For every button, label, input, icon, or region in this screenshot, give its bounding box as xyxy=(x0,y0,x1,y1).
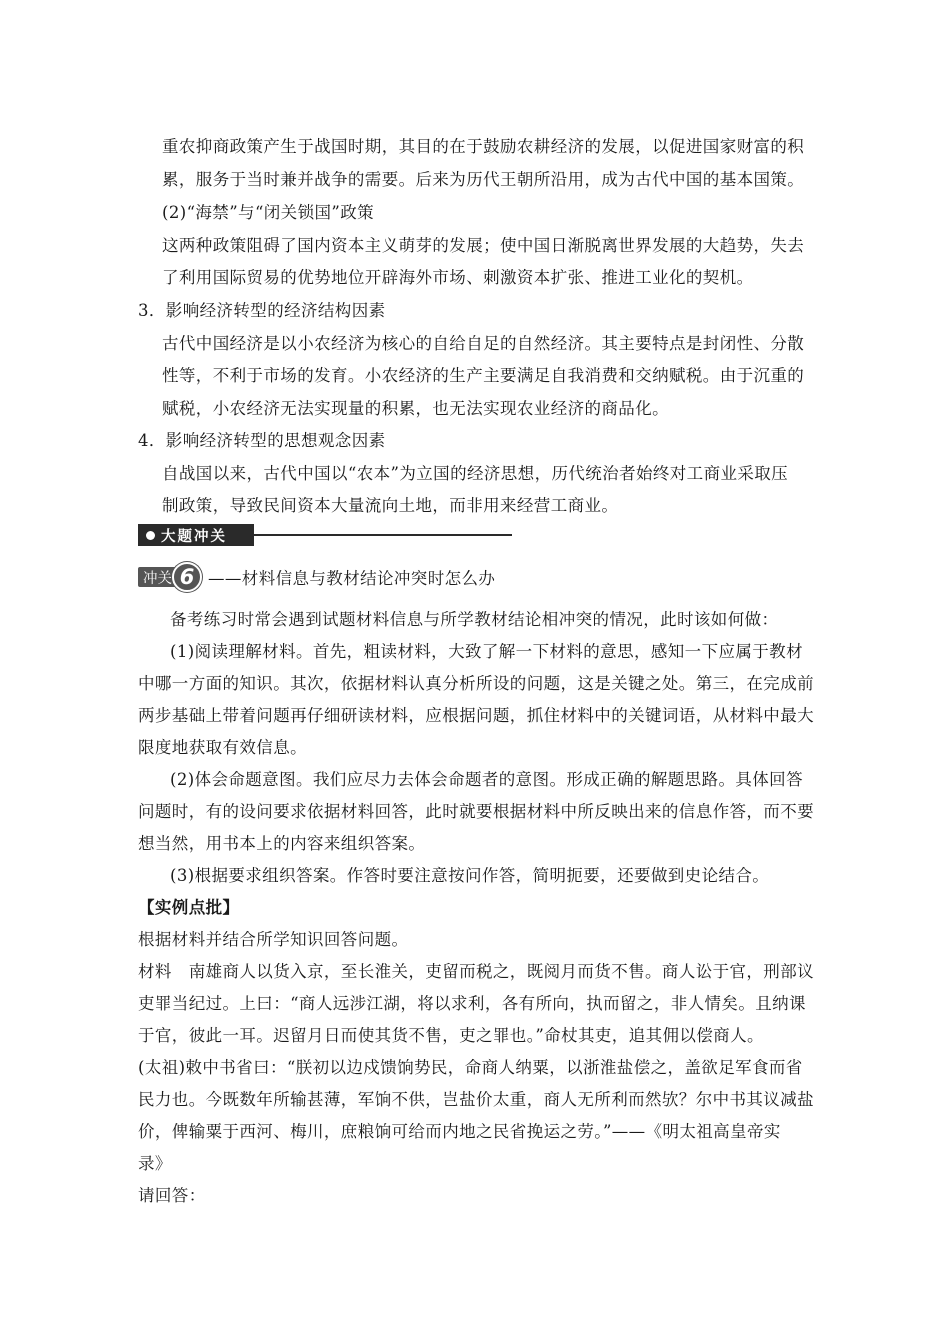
paragraph-line: 限度地获取有效信息。 xyxy=(138,738,307,757)
paragraph-line: 性等，不利于市场的发育。小农经济的生产主要满足自我消费和交纳赋税。由于沉重的 xyxy=(162,366,805,385)
paragraph-line: 累，服务于当时兼并战争的需要。后来为历代王朝所沿用，成为古代中国的基本国策。 xyxy=(162,170,805,189)
paragraph-line: 重农抑商政策产生于战国时期，其目的在于鼓励农耕经济的发展，以促进国家财富的积 xyxy=(162,137,805,156)
paragraph-line: 中哪一方面的知识。其次，依据材料认真分析所设的问题，这是关键之处。第三，在完成前 xyxy=(138,674,814,693)
paragraph-line: 这两种政策阻碍了国内资本主义萌芽的发展；使中国日渐脱离世界发展的大趋势，失去 xyxy=(162,236,805,255)
bullet-icon xyxy=(146,531,155,540)
section-subheading: (2)“海禁”与“闭关锁国”政策 xyxy=(162,203,375,222)
banner-rule xyxy=(254,534,512,536)
tag-subtitle: ——材料信息与教材结论冲突时怎么办 xyxy=(208,569,496,588)
paragraph-line: (2)体会命题意图。我们应尽力去体会命题者的意图。形成正确的解题思路。具体回答 xyxy=(170,770,803,789)
paragraph-line: 民力也。今既数年所输甚薄，军饷不供，岂盐价太重，商人无所利而然欤？尔中书其议减盐 xyxy=(138,1090,814,1109)
paragraph-line: 备考练习时常会遇到试题材料信息与所学教材结论相冲突的情况，此时该如何做： xyxy=(170,610,779,629)
paragraph-line: 吏罪当纪过。上曰：“商人远涉江湖，将以求利，各有所向，执而留之，非人情矣。且纳课 xyxy=(138,994,806,1013)
paragraph-line: 了利用国际贸易的优势地位开辟海外市场、刺激资本扩张、推进工业化的契机。 xyxy=(162,268,754,287)
banner-label: 大题冲关 xyxy=(161,528,227,545)
section-heading: 3．影响经济转型的经济结构因素 xyxy=(138,301,386,320)
paragraph-line: 根据材料并结合所学知识回答问题。 xyxy=(138,930,409,949)
tag-number-badge: 6 xyxy=(172,562,202,592)
question-prompt: 请回答： xyxy=(138,1186,206,1205)
paragraph-line: 录》 xyxy=(138,1154,172,1173)
paragraph-line: 制政策，导致民间资本大量流向土地，而非用来经营工商业。 xyxy=(162,496,619,515)
section-banner xyxy=(138,524,254,546)
challenge-tag xyxy=(138,564,495,590)
paragraph-line: 价，俾输粟于西河、梅川，庶粮饷可给而内地之民省挽运之劳。”——《明太祖高皇帝实 xyxy=(138,1122,781,1141)
paragraph-line: 材料 南雄商人以货入京，至长淮关，吏留而税之，既阅月而货不售。商人讼于官，刑部议 xyxy=(138,962,814,981)
section-heading: 4．影响经济转型的思想观念因素 xyxy=(138,431,386,450)
paragraph-line: 于官，彼此一耳。迟留月日而使其货不售，吏之罪也。”命杖其吏，追其佣以偿商人。 xyxy=(138,1026,764,1045)
paragraph-line: 想当然，用书本上的内容来组织答案。 xyxy=(138,834,426,853)
paragraph-line: 问题时，有的设问要求依据材料回答，此时就要根据材料中所反映出来的信息作答，而不要 xyxy=(138,802,814,821)
paragraph-line: 自战国以来，古代中国以“农本”为立国的经济思想，历代统治者始终对工商业采取压 xyxy=(162,464,789,483)
paragraph-line: (太祖)敕中书省曰：“朕初以边戍馈饷势民，命商人纳粟，以浙淮盐偿之，盖欲足军食而省 xyxy=(138,1058,803,1077)
tag-label: 冲关 xyxy=(138,567,176,587)
paragraph-line: (3)根据要求组织答案。作答时要注意按问作答，简明扼要，还要做到史论结合。 xyxy=(170,866,770,885)
paragraph-line: 赋税，小农经济无法实现量的积累，也无法实现农业经济的商品化。 xyxy=(162,399,669,418)
paragraph-line: 两步基础上带着问题再仔细研读材料，应根据问题，抓住材料中的关键词语，从材料中最大 xyxy=(138,706,814,725)
banner-box xyxy=(138,524,254,546)
paragraph-line: 古代中国经济是以小农经济为核心的自给自足的自然经济。其主要特点是封闭性、分散 xyxy=(162,334,805,353)
example-heading: 【实例点批】 xyxy=(138,898,240,917)
paragraph-line: (1)阅读理解材料。首先，粗读材料，大致了解一下材料的意思，感知一下应属于教材 xyxy=(170,642,803,661)
